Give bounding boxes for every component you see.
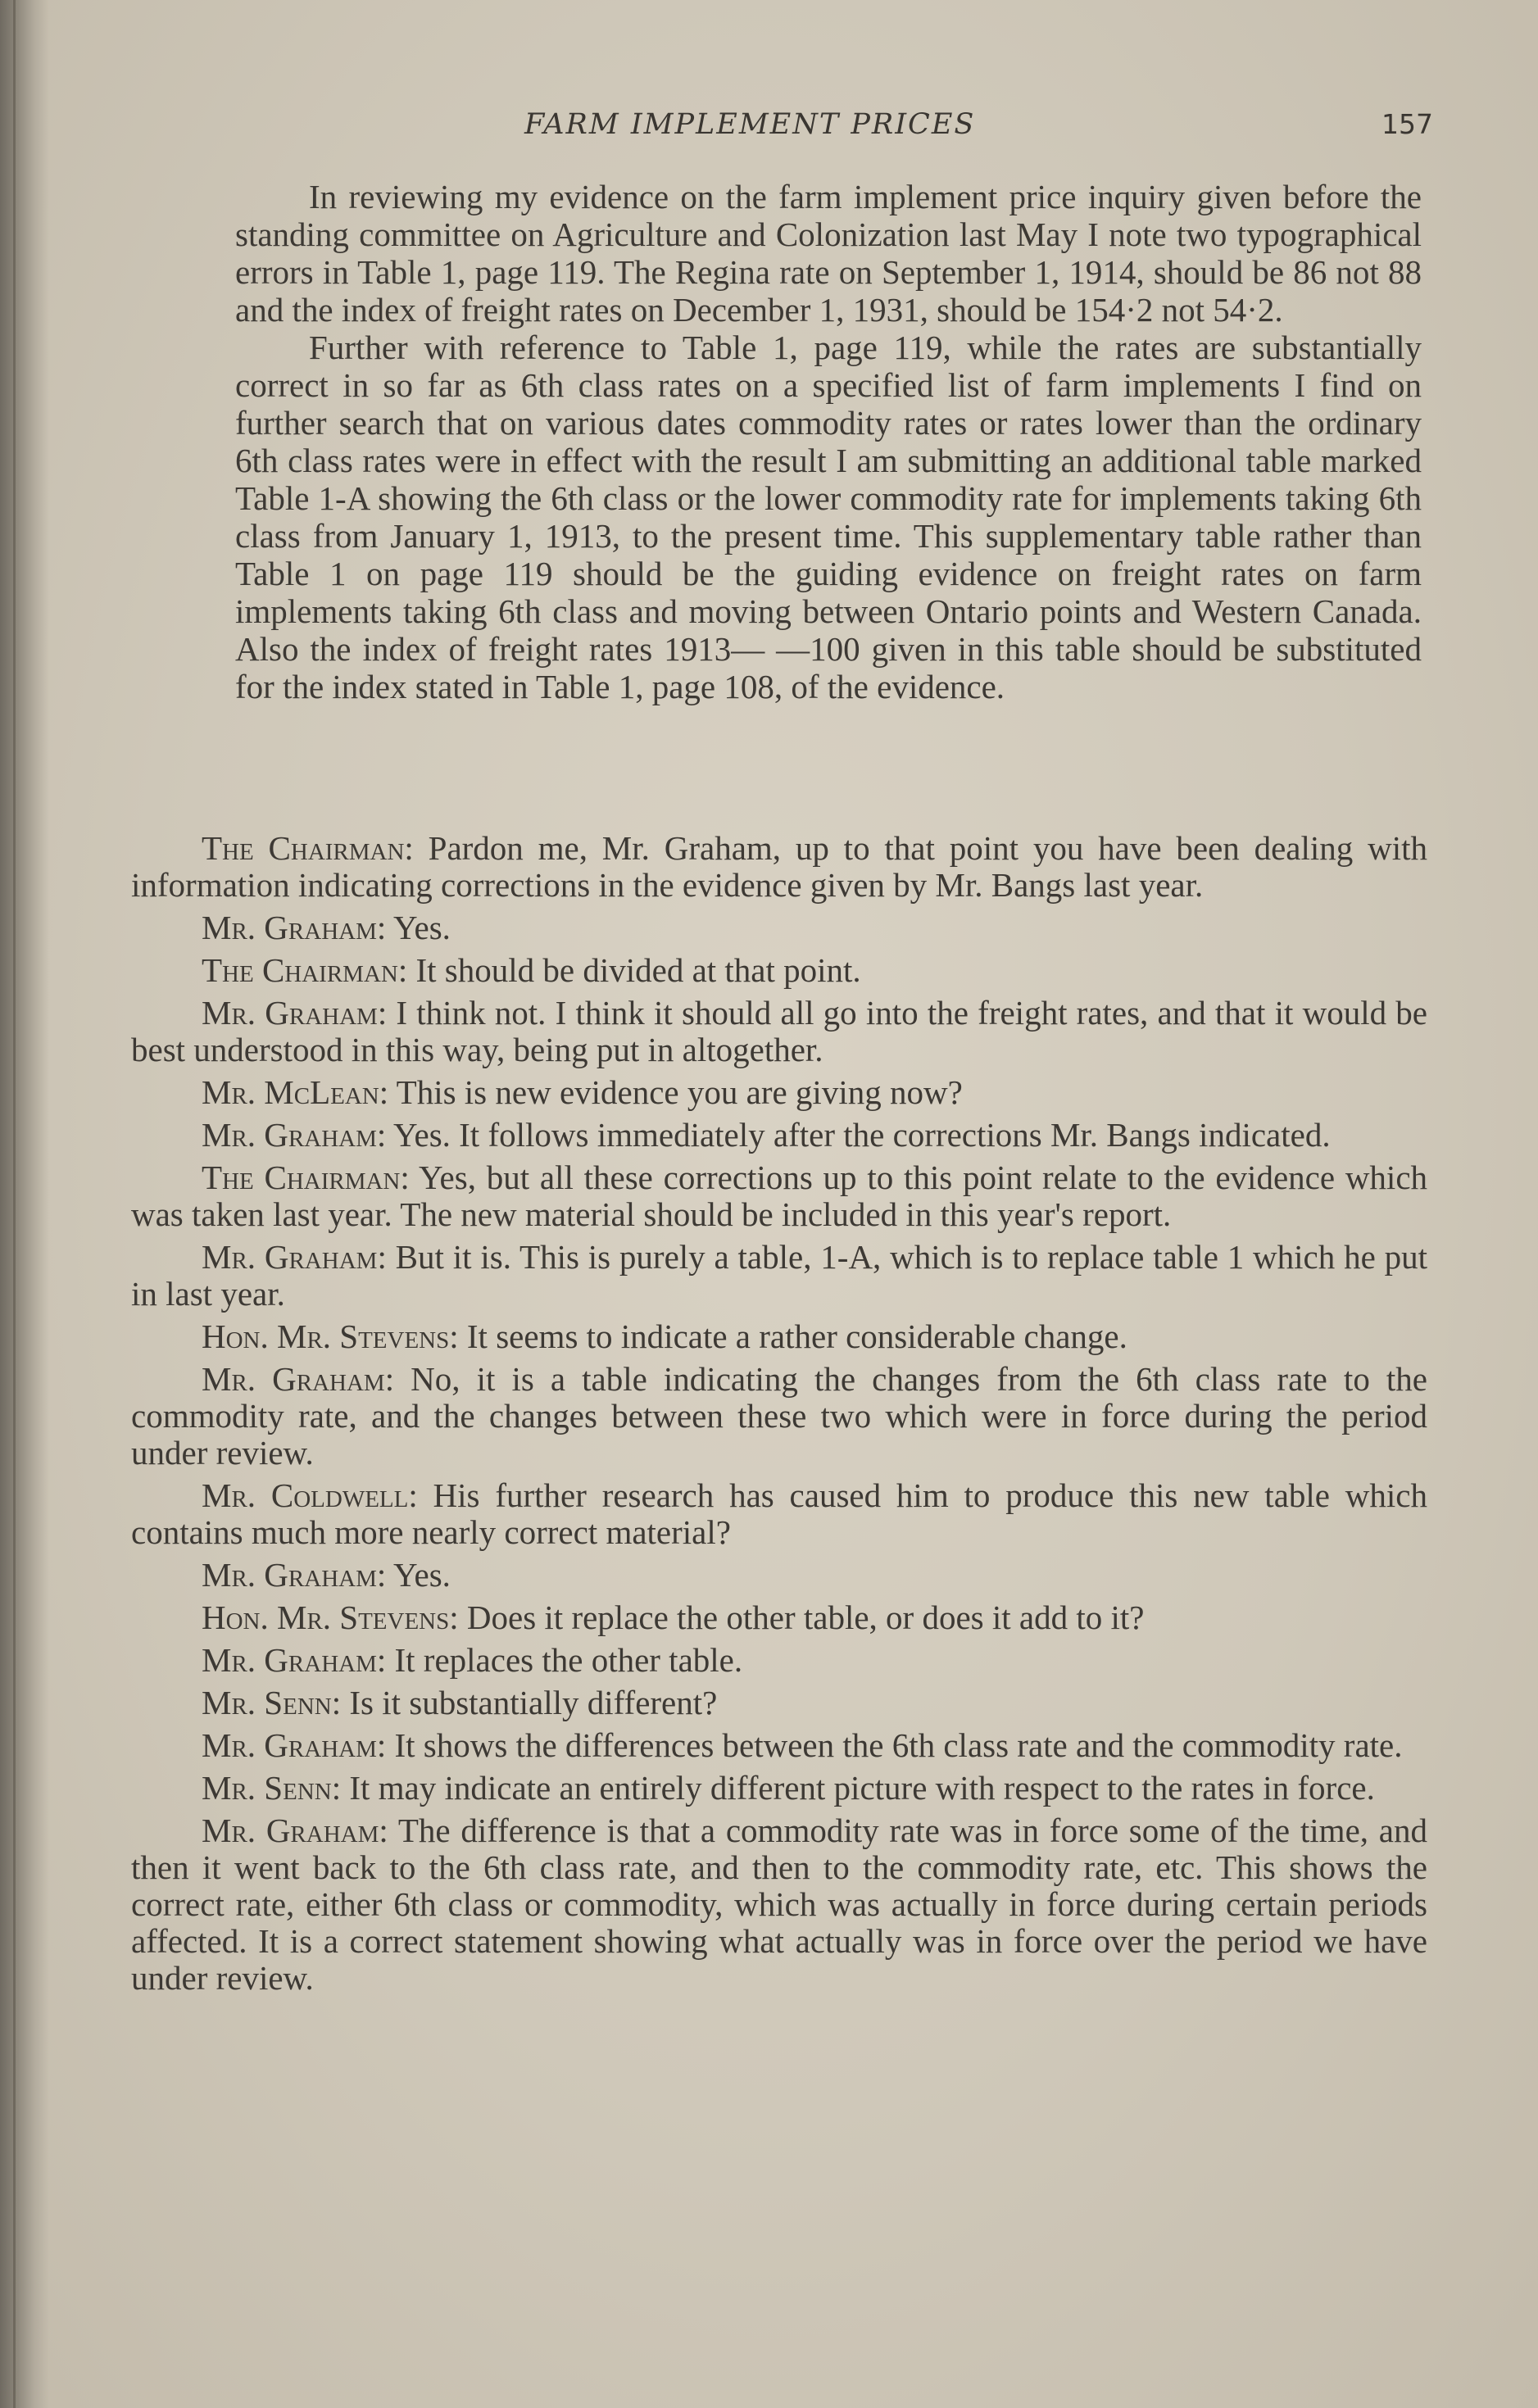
binding-shadow-line (13, 0, 16, 2408)
speech-text: Does it replace the other table, or does it add to it? (458, 1599, 1145, 1636)
speech-text: Yes. (386, 909, 451, 946)
speech-text: Yes. It follows immediately after the corrections Mr. Bangs indicated. (386, 1116, 1331, 1154)
speaker-name: Mr. Graham: (202, 1238, 387, 1276)
speech-text: His further research has caused him to produce this new table which contains much more nearly correct material? (131, 1476, 1428, 1551)
letter-paragraph: Further with reference to Table 1, page 119, while the rates are substantially correct in so far as 6th class rates on a specified list of farm implements I find on further search that on various dates commodity rates or rates lower than the ordinary 6th class rates were in effect with the result I am submitting an additional table marked Table 1-A showing the 6th class or the lower commodity rate for implements taking 6th class from January 1, 1913, to the present time. This supplementary table rather than Table 1 on page 119 should be the guiding evidence on freight rates on farm implements taking 6th class and moving between Ontario points and Western Canada. Also the index of freight rates 1913— —100 given in this table should be substituted for the index stated in Table 1, page 108, of the evidence. (235, 329, 1422, 705)
speaker-name: Mr. Graham: (202, 1812, 388, 1849)
dialogue-entry (131, 830, 1427, 904)
speaker-name: Hon. Mr. Stevens: (202, 1599, 459, 1636)
speech-text: Yes, but all these corrections up to this point relate to the evidence which was taken last year. The new material should be included in this year's report. (131, 1159, 1428, 1233)
speech-text: But it is. This is purely a table, 1-A, which is to replace table 1 which he put in last year. (131, 1238, 1427, 1313)
speaker-name: Mr. Senn: (202, 1769, 342, 1807)
book-binding-edge (0, 0, 49, 2408)
dialogue-entry (131, 1239, 1427, 1313)
speech-text: Yes. (386, 1556, 451, 1594)
dialogue-entry (131, 1159, 1427, 1233)
speaker-name: The Chairman: (202, 829, 414, 867)
speech-text: It may indicate an entirely different picture with respect to the rates in force. (341, 1769, 1375, 1807)
speaker-name: The Chairman: (202, 1159, 410, 1196)
dialogue-entry (131, 1557, 1427, 1594)
dialogue-entry (131, 1642, 1427, 1679)
dialogue-entry (131, 1477, 1427, 1551)
speaker-name: Mr. Senn: (202, 1684, 342, 1721)
dialogue-entry (131, 952, 1427, 989)
speaker-name: The Chairman: (202, 951, 408, 989)
speech-text: It seems to indicate a rather considerable change. (458, 1317, 1127, 1355)
speaker-name: Mr. Graham: (202, 1116, 387, 1154)
speech-text: No, it is a table indicating the changes from the 6th class rate to the commodity rate, and the changes between these two which were in force during the period under review. (131, 1360, 1427, 1472)
speaker-name: Mr. Graham: (202, 1360, 395, 1398)
speech-text: I think not. I think it should all go into the freight rates, and that it would be best understood in this way, being put in altogether. (131, 994, 1427, 1068)
speech-text: It should be divided at that point. (407, 951, 861, 989)
dialogue-entry (131, 1117, 1427, 1154)
dialogue-entry (131, 995, 1427, 1068)
speaker-name: Mr. Graham: (202, 994, 388, 1032)
speaker-name: Mr. Coldwell: (202, 1476, 418, 1514)
dialogue-entry (131, 1727, 1427, 1764)
committee-dialogue (131, 830, 1427, 2002)
dialogue-entry (131, 1770, 1427, 1807)
running-title: FARM IMPLEMENT PRICES (524, 108, 976, 141)
dialogue-entry (131, 1074, 1427, 1111)
speaker-name: Mr. Graham: (202, 1641, 387, 1679)
dialogue-entry (131, 1812, 1427, 1997)
quoted-letter (235, 178, 1422, 705)
dialogue-entry (131, 1685, 1427, 1721)
speech-text: This is new evidence you are giving now? (388, 1073, 963, 1111)
page-number: 157 (1381, 108, 1433, 140)
speech-text: Pardon me, Mr. Graham, up to that point you have been dealing with information indicating corrections in the evidence given by Mr. Bangs last year. (131, 829, 1427, 904)
dialogue-entry (131, 1318, 1427, 1355)
speaker-name: Mr. Graham: (202, 909, 387, 946)
speaker-name: Mr. Graham: (202, 1726, 387, 1764)
dialogue-entry (131, 1361, 1427, 1472)
speaker-name: Mr. Graham: (202, 1556, 387, 1594)
speech-text: The difference is that a commodity rate was in force some of the time, and then it went back to the 6th class rate, and then to the commodity rate, etc. This shows the correct rate, either 6th class or commodity, which was actually in force during certain periods affected. It is a correct statement showing what actually was in force over the period we have under review. (131, 1812, 1427, 1997)
speech-text: It replaces the other table. (386, 1641, 743, 1679)
dialogue-entry (131, 909, 1427, 946)
speech-text: Is it substantially different? (341, 1684, 718, 1721)
speech-text: It shows the differences between the 6th class rate and the commodity rate. (386, 1726, 1403, 1764)
dialogue-entry (131, 1599, 1427, 1636)
speaker-name: Hon. Mr. Stevens: (202, 1317, 459, 1355)
speaker-name: Mr. McLean: (202, 1073, 389, 1111)
letter-paragraph: In reviewing my evidence on the farm implement price inquiry given before the standing committee on Agriculture and Colonization last May I note two typographical errors in Table 1, page 119. The Regina rate on September 1, 1914, should be 86 not 88 and the index of freight rates on December 1, 1931, should be 154·2 not 54·2. (235, 178, 1422, 329)
